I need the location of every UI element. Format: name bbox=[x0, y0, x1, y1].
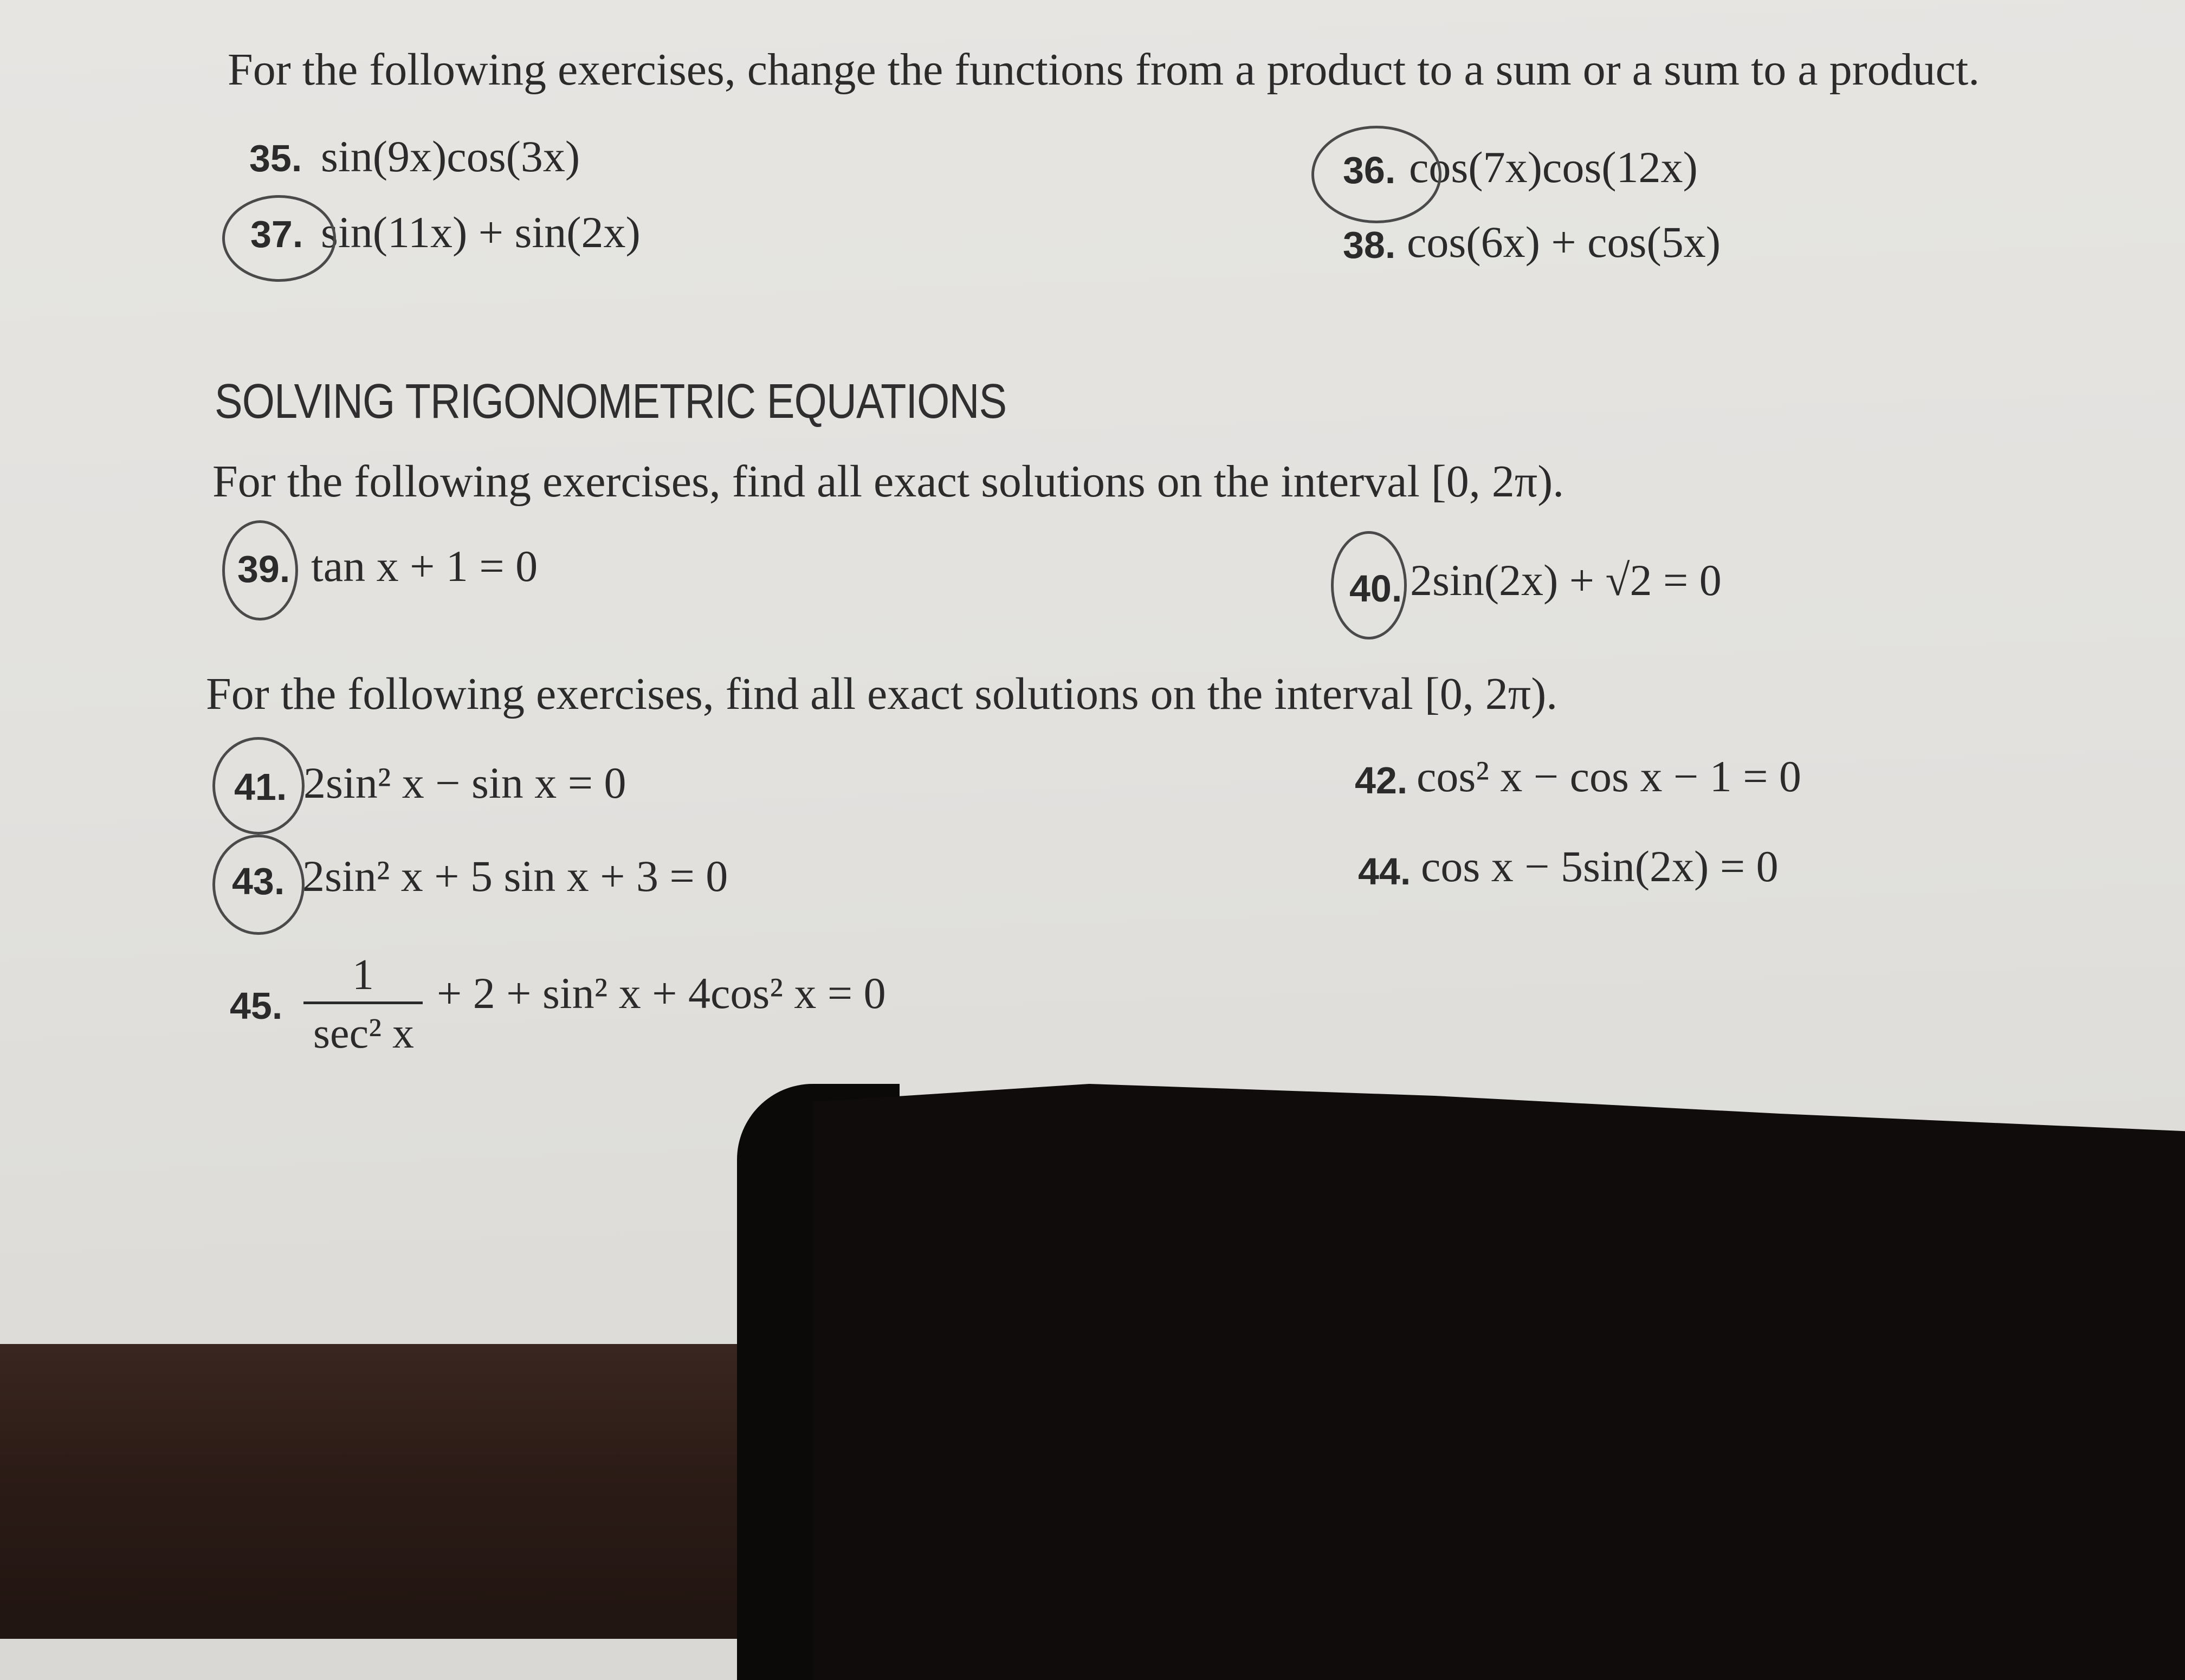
fraction-bar bbox=[303, 1001, 423, 1004]
pen-circle bbox=[1311, 126, 1441, 223]
exercise-expression: cos² x − cos x − 1 = 0 bbox=[1417, 752, 1801, 801]
exercise-number: 38. bbox=[1343, 224, 1396, 266]
instruction-exact-solutions: For the following exercises, find all exact solutions on the interval [0, 2π). bbox=[212, 456, 1565, 507]
fraction-denominator: sec² x bbox=[313, 1010, 415, 1057]
exercise-number: 37. bbox=[250, 213, 303, 255]
pen-circle bbox=[212, 835, 305, 935]
pen-circle bbox=[212, 737, 305, 835]
instruction-exact-solutions: For the following exercises, find all exact solutions on the interval [0, 2π). bbox=[206, 669, 1558, 719]
exercise-expression: cos x − 5sin(2x) = 0 bbox=[1421, 842, 1779, 891]
pen-circle bbox=[222, 520, 298, 621]
pen-circle bbox=[222, 195, 336, 282]
exercise-expression: cos(7x)cos(12x) bbox=[1409, 143, 1698, 192]
hand-shadow-body bbox=[813, 1084, 2185, 1680]
exercise-number: 42. bbox=[1355, 759, 1408, 802]
pen-circle bbox=[1331, 531, 1407, 639]
exercise-expression: sin(9x)cos(3x) bbox=[321, 132, 580, 181]
exercise-number: 36. bbox=[1343, 149, 1396, 191]
exercise-number: 35. bbox=[249, 137, 302, 179]
exercise-expression: sin(11x) + sin(2x) bbox=[321, 208, 641, 257]
section-heading: SOLVING TRIGONOMETRIC EQUATIONS bbox=[215, 374, 1007, 429]
exercise-expression: 2sin² x − sin x = 0 bbox=[303, 758, 626, 807]
exercise-number: 45. bbox=[230, 985, 283, 1027]
exercise-expression: 2sin(2x) + √2 = 0 bbox=[1410, 555, 1722, 605]
exercise-number: 43. bbox=[232, 860, 285, 902]
exercise-expression: cos(6x) + cos(5x) bbox=[1407, 217, 1721, 267]
exercise-expression: tan x + 1 = 0 bbox=[311, 541, 538, 591]
exercise-expression: + 2 + sin² x + 4cos² x = 0 bbox=[437, 968, 886, 1018]
fraction-numerator: 1 bbox=[352, 951, 374, 999]
exercise-number: 39. bbox=[237, 548, 290, 590]
instruction-product-sum: For the following exercises, change the functions from a product to a sum or a sum to a product. bbox=[228, 44, 1980, 95]
exercise-expression: 2sin² x + 5 sin x + 3 = 0 bbox=[302, 851, 728, 901]
exercise-number: 44. bbox=[1358, 850, 1411, 893]
exercise-number: 40. bbox=[1349, 567, 1402, 610]
exercise-number: 41. bbox=[234, 766, 287, 808]
